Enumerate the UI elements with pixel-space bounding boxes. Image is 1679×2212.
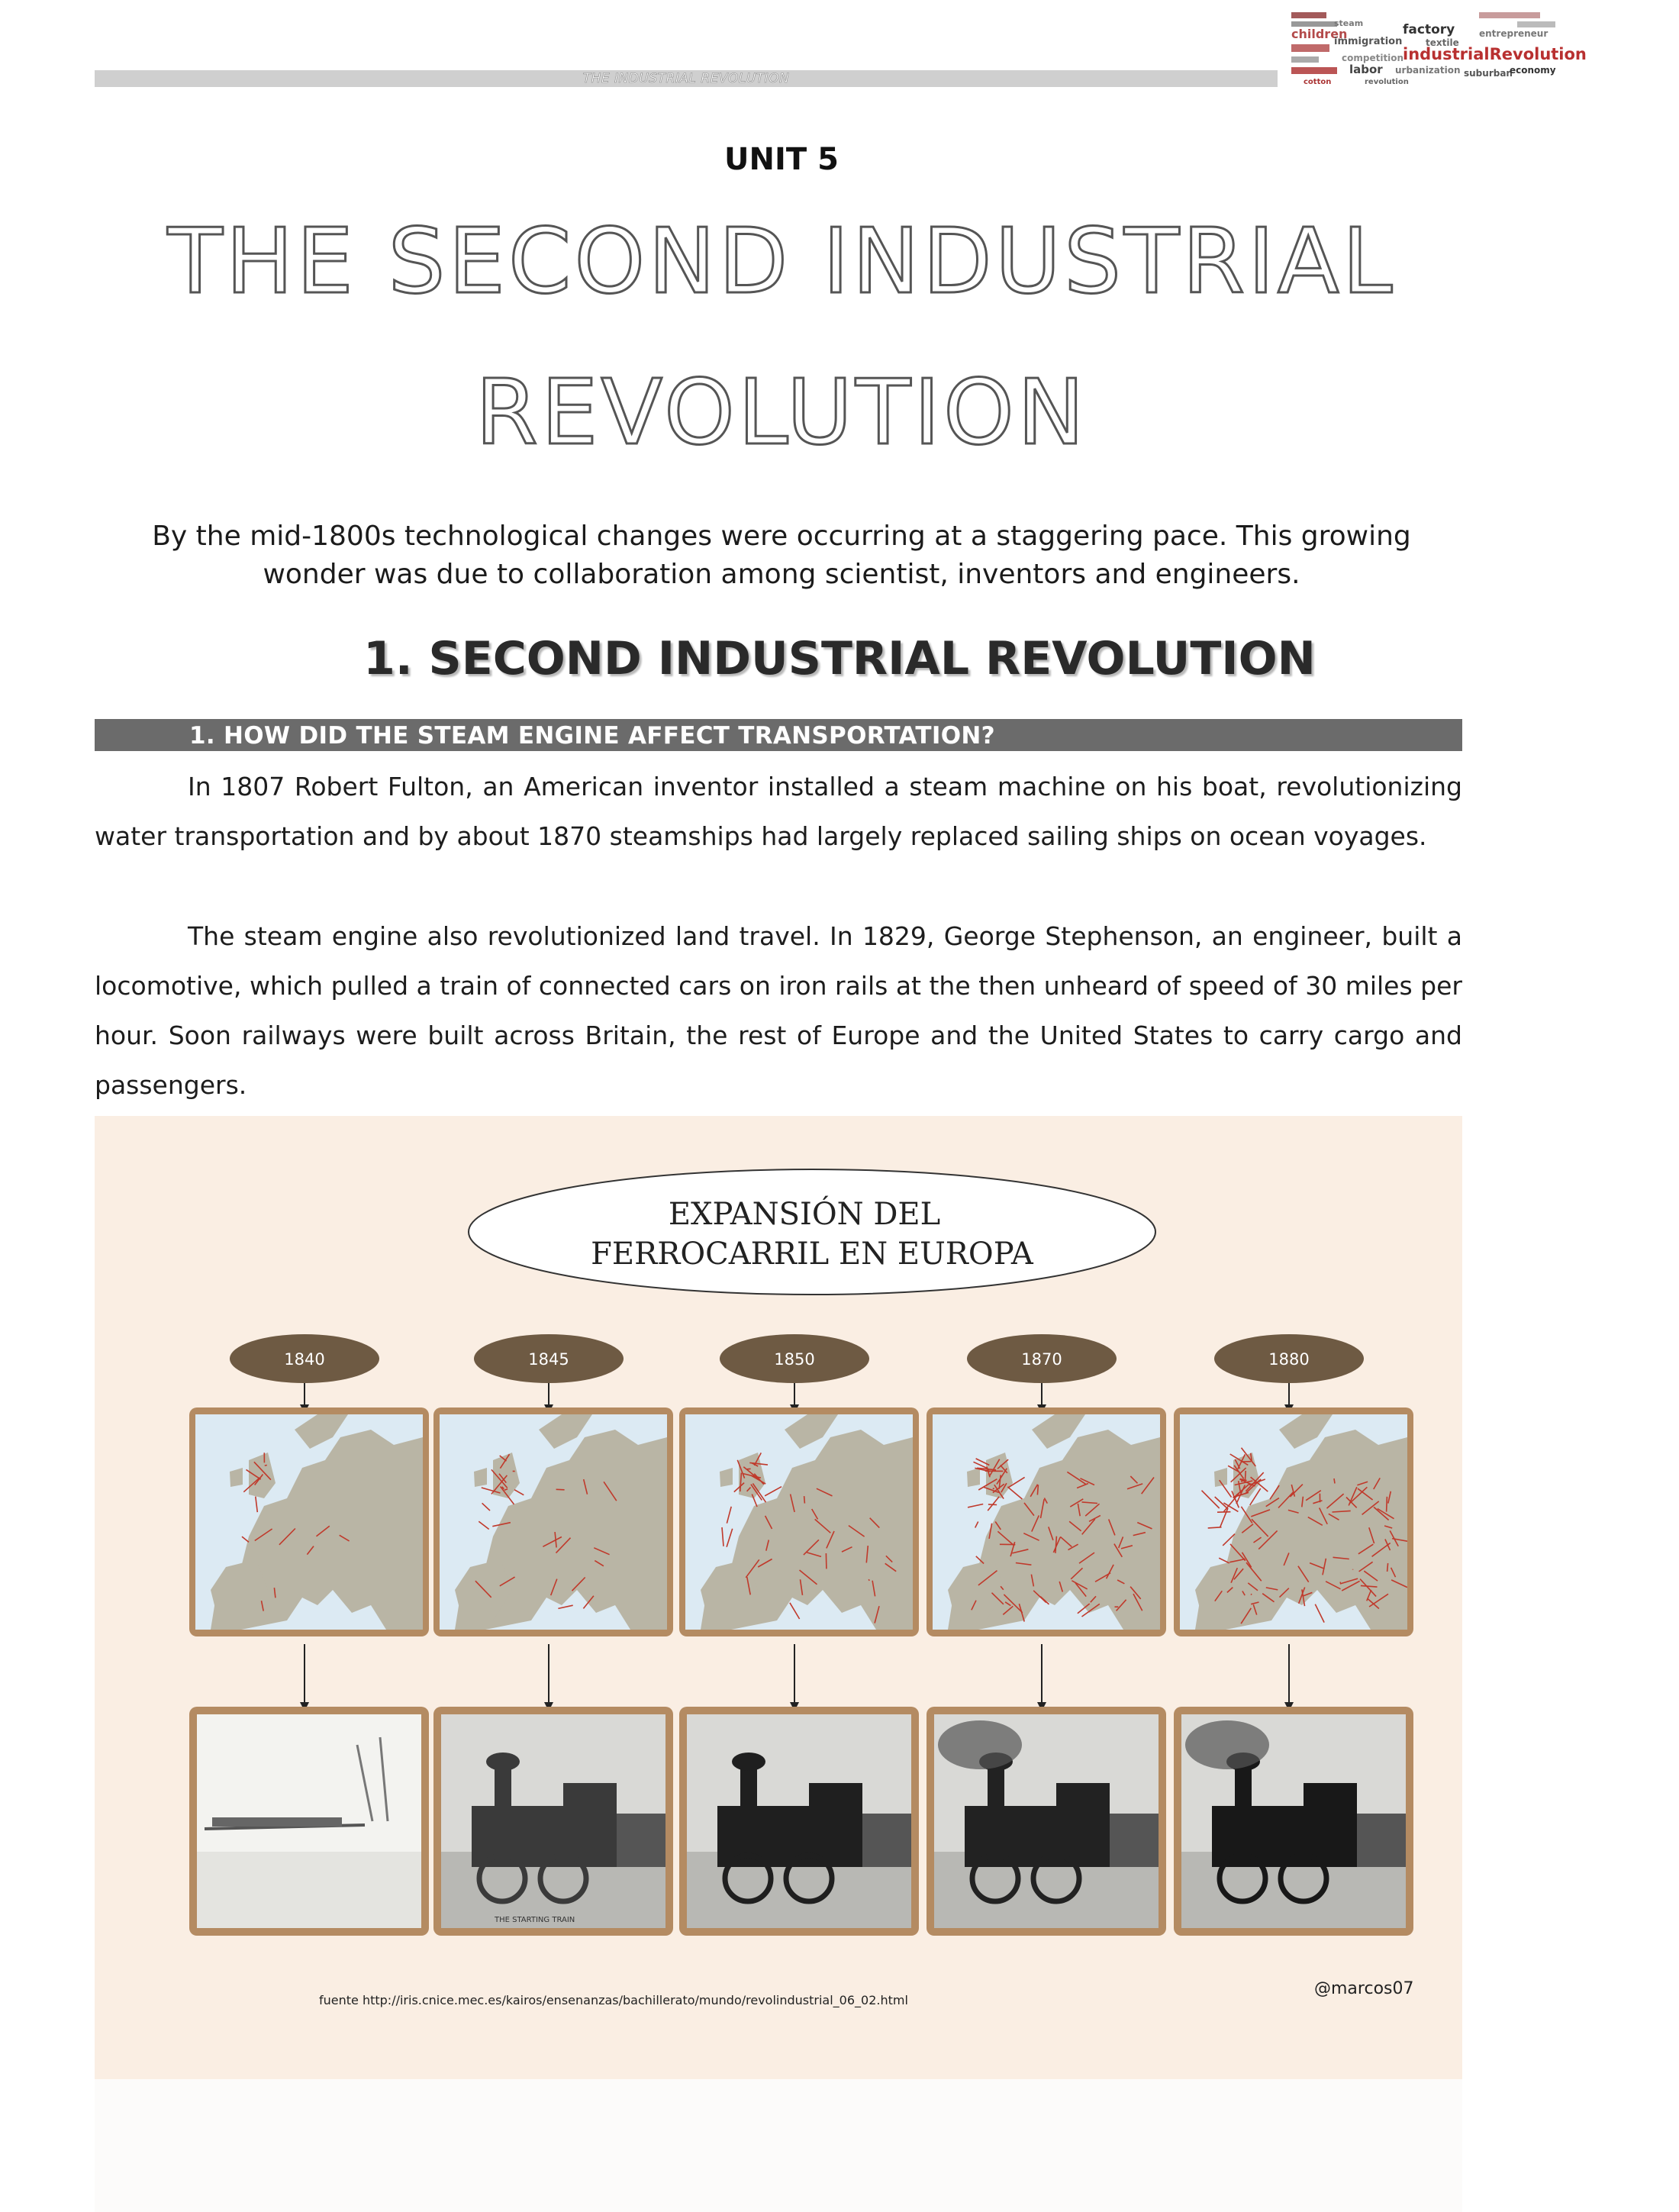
intro-line-1: By the mid-1800s technological changes were occurring at a staggering pace. This growing bbox=[152, 521, 1411, 552]
wordcloud-word: immigration bbox=[1334, 36, 1403, 47]
year-column-1850 bbox=[679, 1334, 919, 1936]
europe-map-1850 bbox=[685, 1414, 913, 1630]
year-column-1880 bbox=[1174, 1334, 1413, 1936]
europe-map-1845 bbox=[440, 1414, 667, 1630]
europe-map-1880 bbox=[1180, 1414, 1410, 1630]
question-heading: 1. HOW DID THE STEAM ENGINE AFFECT TRANSPORTATION? bbox=[189, 722, 995, 750]
wordcloud-word: children bbox=[1291, 27, 1348, 41]
rail-line bbox=[804, 1496, 805, 1504]
page-title-line-2: REVOLUTION bbox=[475, 360, 1088, 465]
year-column-1845 bbox=[433, 1334, 673, 1936]
rail-line bbox=[1245, 1471, 1246, 1483]
infographic-title-line-2: FERROCARRIL EN EUROPA bbox=[591, 1237, 1033, 1272]
infographic-title-line-1: EXPANSIÓN DEL bbox=[668, 1197, 941, 1232]
rail-line bbox=[1340, 1582, 1341, 1583]
train-photo-1880 bbox=[1181, 1714, 1406, 1928]
wordcloud-word: economy bbox=[1510, 65, 1556, 76]
photo-caption: THE STARTING TRAIN bbox=[495, 1916, 575, 1924]
rail-line bbox=[556, 1489, 565, 1490]
author-credit: @marcos07 bbox=[1314, 1979, 1414, 1998]
rail-line bbox=[993, 1488, 994, 1489]
train-photo-1870 bbox=[934, 1714, 1159, 1928]
intro-paragraph bbox=[122, 518, 1441, 594]
year-label: 1850 bbox=[774, 1350, 815, 1369]
rail-line bbox=[826, 1553, 827, 1569]
paragraph-stephenson: The steam engine also revolutionized land travel. In 1829, George Stephenson, an engineer, built a locomotive, which pulled a train of connected cars on iron rails at the then unheard of speed of 30 miles per hour. Soon railways were built across Britain, the rest of Europe and the United States to carry cargo and passengers. bbox=[95, 921, 1462, 1100]
rail-line bbox=[1241, 1481, 1242, 1482]
rail-line bbox=[1037, 1485, 1038, 1495]
source-url: fuente http://iris.cnice.mec.es/kairos/ensenanzas/bachillerato/mundo/revolindustrial_06_02.html bbox=[319, 1993, 908, 2007]
europe-map-1840 bbox=[195, 1414, 423, 1630]
year-column-1870 bbox=[927, 1334, 1166, 1936]
paragraph-fulton: In 1807 Robert Fulton, an American inventor installed a steam machine on his boat, revolutionizing water transportation and by about 1870 steamships had largely replaced sailing ships on ocean voyages. bbox=[95, 772, 1462, 851]
unit-label: UNIT 5 bbox=[724, 142, 839, 177]
wordcloud-word: industrialRevolution bbox=[1403, 45, 1587, 63]
wordcloud-word: entrepreneur bbox=[1479, 28, 1548, 39]
train-photo-1845 bbox=[441, 1714, 665, 1928]
wordcloud-word: cotton bbox=[1304, 78, 1332, 86]
europe-map-1870 bbox=[933, 1414, 1160, 1630]
year-column-1840 bbox=[189, 1334, 429, 1936]
wordcloud-word: labor bbox=[1349, 63, 1383, 76]
wordcloud-logo bbox=[1288, 6, 1587, 86]
wordcloud-word: factory bbox=[1403, 22, 1455, 37]
train-photo-1840 bbox=[197, 1714, 421, 1928]
wordcloud-word: steam bbox=[1334, 18, 1364, 28]
railway-expansion-infographic bbox=[95, 1116, 1462, 2079]
year-label: 1845 bbox=[528, 1350, 569, 1369]
rail-line bbox=[1208, 1527, 1222, 1528]
wordcloud-word: suburban bbox=[1464, 68, 1513, 79]
rail-line bbox=[1334, 1478, 1335, 1484]
train-photo-1850 bbox=[687, 1714, 911, 1928]
year-label: 1840 bbox=[284, 1350, 325, 1369]
running-title: THE INDUSTRIAL REVOLUTION bbox=[582, 71, 790, 86]
wordcloud-word: textile bbox=[1426, 37, 1459, 48]
wordcloud-word: competition bbox=[1342, 53, 1404, 63]
year-label: 1870 bbox=[1021, 1350, 1062, 1369]
wordcloud-word: urbanization bbox=[1395, 65, 1461, 76]
wordcloud-word: revolution bbox=[1365, 78, 1409, 86]
title-ellipse bbox=[469, 1169, 1155, 1295]
rail-line bbox=[1387, 1563, 1388, 1572]
intro-line-2: wonder was due to collaboration among scientist, inventors and engineers. bbox=[263, 559, 1300, 590]
section-heading: 1. SECOND INDUSTRIAL REVOLUTION bbox=[363, 632, 1316, 685]
figure-bottom-margin bbox=[95, 2079, 1462, 2212]
year-label: 1880 bbox=[1268, 1350, 1310, 1369]
page-title-line-1: THE SECOND INDUSTRIAL bbox=[167, 208, 1396, 314]
